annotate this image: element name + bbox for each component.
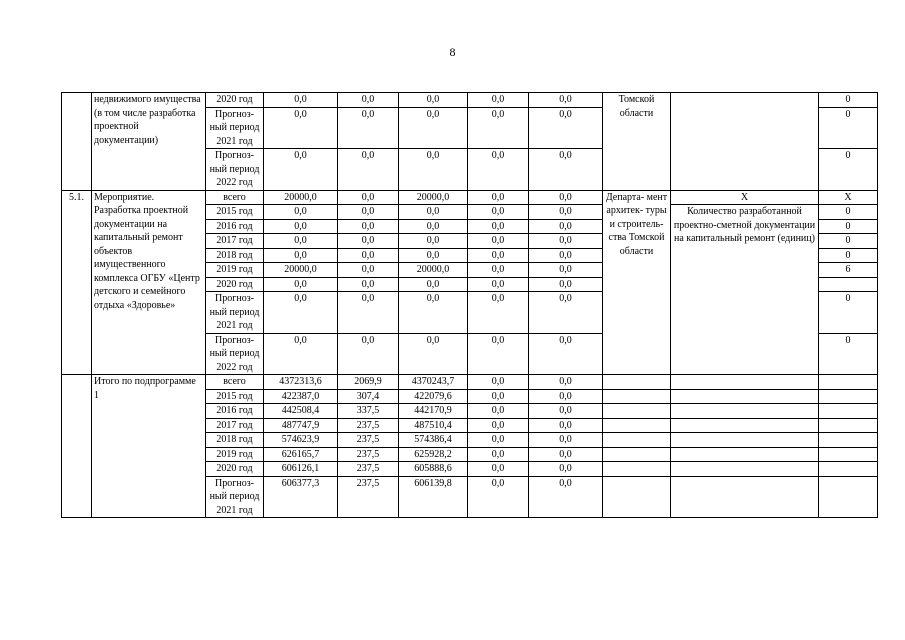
federal-cell: 0,0 (338, 205, 399, 220)
other-cell: 0,0 (529, 418, 603, 433)
indicator-value (819, 277, 878, 292)
other-cell: 0,0 (529, 248, 603, 263)
indicator-value: 0 (819, 107, 878, 149)
regional-cell: 487510,4 (399, 418, 468, 433)
regional-cell: 20000,0 (399, 263, 468, 278)
indicator-cell: X (671, 190, 819, 205)
other-cell: 0,0 (529, 404, 603, 419)
table-row (62, 375, 878, 390)
indicator-cell (671, 93, 819, 191)
total-cell: 0,0 (264, 248, 338, 263)
regional-cell: 0,0 (399, 93, 468, 108)
period-cell: всего (206, 190, 264, 205)
indicator-cell (671, 447, 819, 462)
regional-cell: 0,0 (399, 234, 468, 249)
executor-cell (603, 433, 671, 448)
local-cell: 0,0 (468, 190, 529, 205)
total-cell: 0,0 (264, 93, 338, 108)
regional-cell: 442170,9 (399, 404, 468, 419)
other-cell: 0,0 (529, 107, 603, 149)
indicator-value: 0 (819, 248, 878, 263)
local-cell: 0,0 (468, 248, 529, 263)
federal-cell: 0,0 (338, 190, 399, 205)
federal-cell: 237,5 (338, 476, 399, 518)
total-cell: 606377,3 (264, 476, 338, 518)
period-cell: 2017 год (206, 234, 264, 249)
executor-cell (603, 476, 671, 518)
total-cell: 626165,7 (264, 447, 338, 462)
local-cell: 0,0 (468, 205, 529, 220)
total-cell: 422387,0 (264, 389, 338, 404)
period-cell: Прогноз- ный период 2022 год (206, 333, 264, 375)
executor-cell (603, 418, 671, 433)
period-cell: 2015 год (206, 205, 264, 220)
total-cell: 487747,9 (264, 418, 338, 433)
other-cell: 0,0 (529, 234, 603, 249)
regional-cell: 606139,8 (399, 476, 468, 518)
total-cell: 574623,9 (264, 433, 338, 448)
total-cell: 0,0 (264, 149, 338, 191)
federal-cell: 0,0 (338, 234, 399, 249)
indicator-value: 0 (819, 219, 878, 234)
executor-cell (603, 462, 671, 477)
total-cell: 0,0 (264, 333, 338, 375)
other-cell: 0,0 (529, 462, 603, 477)
regional-cell: 0,0 (399, 205, 468, 220)
period-cell: 2016 год (206, 219, 264, 234)
indicator-cell: Количество разработанной проектно-сметной документации на капитальный ремонт (единиц) (671, 205, 819, 375)
activity-name: Мероприятие. Разработка проектной документации на капитальный ремонт объектов имущественного комплекса ОГБУ «Центр детского и семейного отдыха «Здоровье» (92, 190, 206, 375)
period-cell: 2019 год (206, 447, 264, 462)
indicator-value: 0 (819, 333, 878, 375)
local-cell: 0,0 (468, 263, 529, 278)
indicator-value (819, 389, 878, 404)
other-cell: 0,0 (529, 149, 603, 191)
indicator-cell (671, 389, 819, 404)
local-cell: 0,0 (468, 277, 529, 292)
period-cell: 2016 год (206, 404, 264, 419)
indicator-value: 0 (819, 234, 878, 249)
row-number (62, 375, 92, 518)
other-cell: 0,0 (529, 219, 603, 234)
federal-cell: 237,5 (338, 418, 399, 433)
regional-cell: 0,0 (399, 248, 468, 263)
regional-cell: 605888,6 (399, 462, 468, 477)
federal-cell: 0,0 (338, 292, 399, 334)
period-cell: 2015 год (206, 389, 264, 404)
local-cell: 0,0 (468, 433, 529, 448)
period-cell: Прогноз- ный период 2021 год (206, 107, 264, 149)
other-cell: 0,0 (529, 476, 603, 518)
federal-cell: 2069,9 (338, 375, 399, 390)
local-cell: 0,0 (468, 292, 529, 334)
indicator-value: 0 (819, 292, 878, 334)
executor-cell (603, 447, 671, 462)
federal-cell: 0,0 (338, 277, 399, 292)
other-cell: 0,0 (529, 375, 603, 390)
executor-cell: Томской области (603, 93, 671, 191)
local-cell: 0,0 (468, 389, 529, 404)
period-cell: Прогноз- ный период 2022 год (206, 149, 264, 191)
row-number (62, 93, 92, 191)
total-cell: 20000,0 (264, 263, 338, 278)
total-cell: 606126,1 (264, 462, 338, 477)
page-number: 8 (449, 45, 456, 59)
indicator-value (819, 476, 878, 518)
other-cell: 0,0 (529, 93, 603, 108)
indicator-value: 0 (819, 205, 878, 220)
total-cell: 4372313,6 (264, 375, 338, 390)
indicator-value: 0 (819, 93, 878, 108)
indicator-cell (671, 375, 819, 390)
period-cell: 2020 год (206, 93, 264, 108)
federal-cell: 307,4 (338, 389, 399, 404)
federal-cell: 237,5 (338, 447, 399, 462)
regional-cell: 0,0 (399, 149, 468, 191)
period-cell: 2018 год (206, 248, 264, 263)
regional-cell: 574386,4 (399, 433, 468, 448)
indicator-cell (671, 433, 819, 448)
indicator-value (819, 418, 878, 433)
other-cell: 0,0 (529, 205, 603, 220)
regional-cell: 4370243,7 (399, 375, 468, 390)
total-cell: 0,0 (264, 205, 338, 220)
federal-cell: 0,0 (338, 333, 399, 375)
program-table (61, 92, 878, 518)
total-cell: 0,0 (264, 277, 338, 292)
indicator-value: X (819, 190, 878, 205)
total-cell: 0,0 (264, 107, 338, 149)
other-cell: 0,0 (529, 389, 603, 404)
total-cell: 442508,4 (264, 404, 338, 419)
row-number: 5.1. (62, 190, 92, 375)
federal-cell: 0,0 (338, 248, 399, 263)
activity-name: недвижимого имущества (в том числе разработка проектной документации) (92, 93, 206, 191)
period-cell: 2018 год (206, 433, 264, 448)
other-cell: 0,0 (529, 190, 603, 205)
period-cell: всего (206, 375, 264, 390)
regional-cell: 422079,6 (399, 389, 468, 404)
federal-cell: 0,0 (338, 219, 399, 234)
indicator-cell (671, 404, 819, 419)
federal-cell: 337,5 (338, 404, 399, 419)
indicator-cell (671, 462, 819, 477)
regional-cell: 0,0 (399, 277, 468, 292)
indicator-value (819, 447, 878, 462)
total-cell: 0,0 (264, 234, 338, 249)
period-cell: Прогноз- ный период 2021 год (206, 476, 264, 518)
local-cell: 0,0 (468, 333, 529, 375)
local-cell: 0,0 (468, 234, 529, 249)
indicator-value (819, 462, 878, 477)
federal-cell: 0,0 (338, 263, 399, 278)
indicator-value: 0 (819, 149, 878, 191)
period-cell: 2019 год (206, 263, 264, 278)
local-cell: 0,0 (468, 149, 529, 191)
period-cell: 2020 год (206, 462, 264, 477)
indicator-value (819, 375, 878, 390)
executor-cell: Департа- мент архитек- туры и строитель- ства Томской области (603, 190, 671, 375)
executor-cell (603, 404, 671, 419)
local-cell: 0,0 (468, 447, 529, 462)
regional-cell: 0,0 (399, 292, 468, 334)
period-cell: 2020 год (206, 277, 264, 292)
federal-cell: 237,5 (338, 462, 399, 477)
executor-cell (603, 375, 671, 390)
local-cell: 0,0 (468, 219, 529, 234)
regional-cell: 0,0 (399, 333, 468, 375)
local-cell: 0,0 (468, 404, 529, 419)
indicator-value: 6 (819, 263, 878, 278)
executor-cell (603, 389, 671, 404)
period-cell: Прогноз- ный период 2021 год (206, 292, 264, 334)
regional-cell: 0,0 (399, 219, 468, 234)
local-cell: 0,0 (468, 418, 529, 433)
other-cell: 0,0 (529, 292, 603, 334)
federal-cell: 0,0 (338, 107, 399, 149)
federal-cell: 0,0 (338, 149, 399, 191)
local-cell: 0,0 (468, 462, 529, 477)
federal-cell: 0,0 (338, 93, 399, 108)
activity-name: Итого по подпрограмме 1 (92, 375, 206, 518)
indicator-cell (671, 476, 819, 518)
local-cell: 0,0 (468, 476, 529, 518)
local-cell: 0,0 (468, 93, 529, 108)
other-cell: 0,0 (529, 433, 603, 448)
indicator-cell (671, 418, 819, 433)
total-cell: 20000,0 (264, 190, 338, 205)
indicator-value (819, 433, 878, 448)
other-cell: 0,0 (529, 263, 603, 278)
regional-cell: 0,0 (399, 107, 468, 149)
federal-cell: 237,5 (338, 433, 399, 448)
regional-cell: 625928,2 (399, 447, 468, 462)
regional-cell: 20000,0 (399, 190, 468, 205)
table-row (62, 190, 878, 205)
total-cell: 0,0 (264, 292, 338, 334)
local-cell: 0,0 (468, 107, 529, 149)
other-cell: 0,0 (529, 447, 603, 462)
other-cell: 0,0 (529, 333, 603, 375)
other-cell: 0,0 (529, 277, 603, 292)
total-cell: 0,0 (264, 219, 338, 234)
indicator-value (819, 404, 878, 419)
local-cell: 0,0 (468, 375, 529, 390)
table-row (62, 93, 878, 108)
period-cell: 2017 год (206, 418, 264, 433)
